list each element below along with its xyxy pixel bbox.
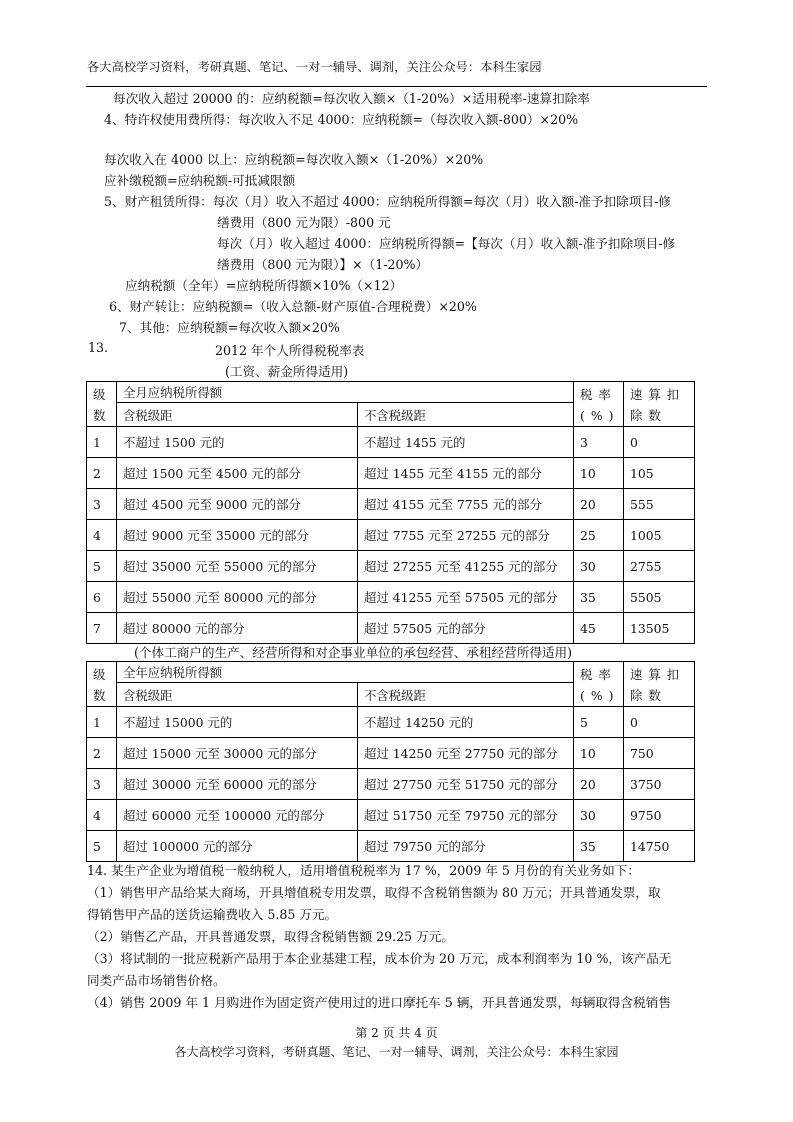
cell-without-tax: 不超过 1455 元的 — [358, 427, 574, 458]
cell-with-tax: 超过 15000 元至 30000 元的部分 — [117, 738, 358, 769]
page-number: 第 2 页 共 4 页 — [355, 1026, 438, 1040]
cell-rate: 35 — [574, 831, 624, 862]
header-divider — [86, 86, 707, 87]
section-number: 13. — [88, 340, 109, 355]
table-row — [87, 738, 695, 769]
table2-subtitle: (个体工商户的生产、经营所得和对企事业单位的承包经营、承租经营所得适用) — [134, 645, 573, 660]
cell-with-tax: 超过 55000 元至 80000 元的部分 — [117, 582, 358, 613]
cell-without-tax: 超过 41255 元至 57505 元的部分 — [358, 582, 574, 613]
cell-deduction: 0 — [624, 427, 695, 458]
cell-without-tax: 超过 14250 元至 27750 元的部分 — [358, 738, 574, 769]
cell-with-tax: 超过 4500 元至 9000 元的部分 — [117, 489, 358, 520]
cell-level: 3 — [87, 489, 117, 520]
page-header: 各大高校学习资料，考研真题、笔记、一对一辅导、调剂，关注公众号：本科生家园 — [87, 60, 542, 74]
cell-level: 5 — [87, 551, 117, 582]
table1-subtitle: (工资、薪金所得适用) — [225, 364, 349, 379]
section14-line: 同类产品市场销售价格。 — [87, 973, 226, 988]
body-line: 缮费用（800 元为限）】×（1-20%） — [217, 257, 429, 272]
body-line: 应纳税额（全年）=应纳税所得额×10%（×12） — [125, 278, 403, 293]
header-deduction: 速算扣除数 — [624, 662, 695, 707]
cell-rate: 35 — [574, 582, 624, 613]
cell-without-tax: 超过 1455 元至 4155 元的部分 — [358, 458, 574, 489]
cell-rate: 45 — [574, 613, 624, 644]
cell-rate: 3 — [574, 427, 624, 458]
table-title: 2012 年个人所得税税率表 — [215, 343, 365, 358]
cell-level: 1 — [87, 707, 117, 738]
cell-level: 2 — [87, 738, 117, 769]
cell-rate: 20 — [574, 489, 624, 520]
cell-deduction: 9750 — [624, 800, 695, 831]
table-row — [87, 800, 695, 831]
section14-line: 14. 某生产企业为增值税一般纳税人，适用增值税税率为 17 %，2009 年 5 月份的有关业务如下： — [87, 863, 640, 878]
cell-with-tax: 超过 80000 元的部分 — [117, 613, 358, 644]
body-line: 4、特许权使用费所得：每次收入不足 4000：应纳税额=（每次收入额-800）×20% — [104, 112, 579, 127]
header-level: 级数 — [87, 662, 117, 707]
cell-without-tax: 超过 27750 元至 51750 元的部分 — [358, 769, 574, 800]
table-row — [87, 520, 695, 551]
cell-deduction: 1005 — [624, 520, 695, 551]
header-rate: 税率(%) — [574, 382, 624, 427]
cell-without-tax: 超过 79750 元的部分 — [358, 831, 574, 862]
table-row — [87, 551, 695, 582]
cell-deduction: 13505 — [624, 613, 695, 644]
cell-rate: 30 — [574, 551, 624, 582]
header-with-tax: 含税级距 — [117, 683, 358, 707]
cell-level: 5 — [87, 831, 117, 862]
cell-with-tax: 超过 30000 元至 60000 元的部分 — [117, 769, 358, 800]
header-deduction: 速算扣除数 — [624, 382, 695, 427]
cell-deduction: 0 — [624, 707, 695, 738]
section14-line: 得销售甲产品的送货运输费收入 5.85 万元。 — [87, 907, 338, 922]
cell-with-tax: 不超过 1500 元的 — [117, 427, 358, 458]
cell-with-tax: 超过 100000 元的部分 — [117, 831, 358, 862]
cell-rate: 25 — [574, 520, 624, 551]
cell-level: 7 — [87, 613, 117, 644]
cell-without-tax: 超过 57505 元的部分 — [358, 613, 574, 644]
body-line: 应补缴税额=应纳税额-可抵减限额 — [104, 173, 296, 188]
header-income: 全年应纳税所得额 — [117, 662, 574, 683]
cell-level: 2 — [87, 458, 117, 489]
cell-with-tax: 不超过 15000 元的 — [117, 707, 358, 738]
body-line: 5、财产租赁所得：每次（月）收入不超过 4000：应纳税所得额=每次（月）收入额-准予扣除项目-修 — [104, 194, 671, 209]
cell-level: 4 — [87, 800, 117, 831]
cell-without-tax: 超过 4155 元至 7755 元的部分 — [358, 489, 574, 520]
cell-rate: 5 — [574, 707, 624, 738]
body-line: 缮费用（800 元为限）-800 元 — [217, 215, 391, 230]
table-row — [87, 613, 695, 644]
header-income: 全月应纳税所得额 — [117, 382, 574, 403]
header-without-tax: 不含税级距 — [358, 403, 574, 427]
cell-deduction: 105 — [624, 458, 695, 489]
cell-without-tax: 不超过 14250 元的 — [358, 707, 574, 738]
cell-deduction: 2755 — [624, 551, 695, 582]
cell-deduction: 555 — [624, 489, 695, 520]
cell-level: 6 — [87, 582, 117, 613]
cell-level: 4 — [87, 520, 117, 551]
page-footer: 各大高校学习资料，考研真题、笔记、一对一辅导、调剂，关注公众号：本科生家园 — [174, 1045, 619, 1059]
cell-rate: 10 — [574, 738, 624, 769]
cell-level: 3 — [87, 769, 117, 800]
body-line: 每次收入在 4000 以上：应纳税额=每次收入额×（1-20%）×20% — [104, 152, 484, 167]
cell-with-tax: 超过 60000 元至 100000 元的部分 — [117, 800, 358, 831]
section14-line: （2）销售乙产品，开具普通发票，取得含税销售额 29.25 万元。 — [87, 929, 454, 944]
table-row — [87, 707, 695, 738]
cell-deduction: 750 — [624, 738, 695, 769]
body-line: 每次收入超过 20000 的：应纳税额=每次收入额×（1-20%）×适用税率-速算扣除率 — [113, 91, 590, 106]
cell-with-tax: 超过 1500 元至 4500 元的部分 — [117, 458, 358, 489]
table-row — [87, 458, 695, 489]
cell-rate: 20 — [574, 769, 624, 800]
header-with-tax: 含税级距 — [117, 403, 358, 427]
cell-without-tax: 超过 51750 元至 79750 元的部分 — [358, 800, 574, 831]
header-without-tax: 不含税级距 — [358, 683, 574, 707]
table-row — [87, 582, 695, 613]
header-level: 级数 — [87, 382, 117, 427]
cell-level: 1 — [87, 427, 117, 458]
cell-deduction: 14750 — [624, 831, 695, 862]
cell-with-tax: 超过 9000 元至 35000 元的部分 — [117, 520, 358, 551]
cell-rate: 30 — [574, 800, 624, 831]
table-row — [87, 831, 695, 862]
cell-deduction: 3750 — [624, 769, 695, 800]
cell-without-tax: 超过 7755 元至 27255 元的部分 — [358, 520, 574, 551]
table-row — [87, 769, 695, 800]
cell-rate: 10 — [574, 458, 624, 489]
tax-rate-table-business — [86, 661, 695, 862]
section14-line: （3）将试制的一批应税新产品用于本企业基建工程，成本价为 20 万元，成本利润率为 10 %，该产品无 — [87, 951, 672, 966]
table-row — [87, 427, 695, 458]
tax-rate-table-wages — [86, 381, 695, 644]
body-line: 6、财产转让：应纳税额=（收入总额-财产原值-合理税费）×20% — [109, 299, 477, 314]
section14-line: （4）销售 2009 年 1 月购进作为固定资产使用过的进口摩托车 5 辆，开具普通发票，每辆取得含税销售 — [87, 995, 671, 1010]
table-row — [87, 489, 695, 520]
header-rate: 税率(%) — [574, 662, 624, 707]
body-line: 7、其他：应纳税额=每次收入额×20% — [119, 320, 340, 335]
cell-deduction: 5505 — [624, 582, 695, 613]
section14-line: （1）销售甲产品给某大商场，开具增值税专用发票，取得不含税销售额为 80 万元；开具普通发票，取 — [87, 885, 661, 900]
body-line: 每次（月）收入超过 4000：应纳税所得额=【每次（月）收入额-准予扣除项目-修 — [217, 236, 676, 251]
cell-without-tax: 超过 27255 元至 41255 元的部分 — [358, 551, 574, 582]
cell-with-tax: 超过 35000 元至 55000 元的部分 — [117, 551, 358, 582]
